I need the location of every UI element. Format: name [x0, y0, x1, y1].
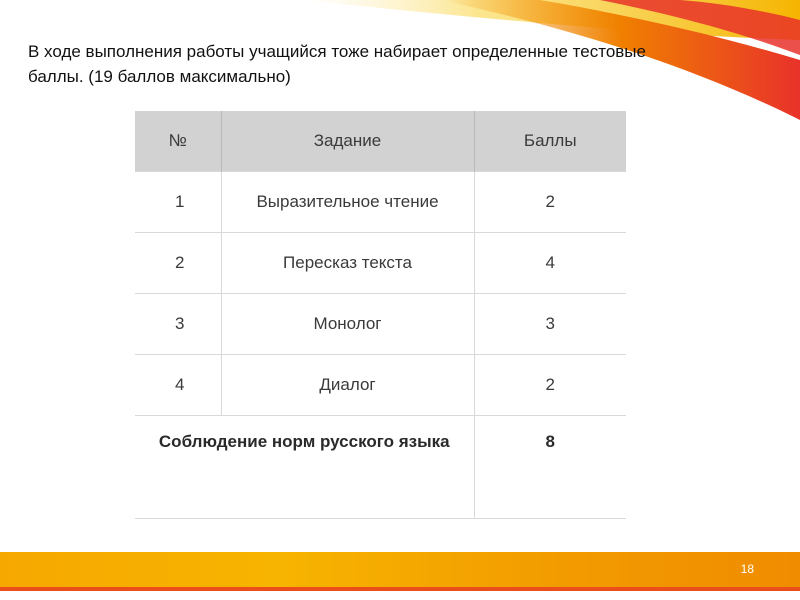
- row-num: 1: [135, 172, 221, 233]
- row-points: 2: [474, 172, 626, 233]
- footer-line: [0, 587, 800, 591]
- table-row: [135, 172, 626, 233]
- total-label: Соблюдение норм русского языка: [135, 416, 474, 519]
- table-total-row: [135, 416, 626, 519]
- row-num: 2: [135, 233, 221, 294]
- row-task: Пересказ текста: [221, 233, 474, 294]
- header-task: Задание: [221, 111, 474, 172]
- slide-heading: В ходе выполнения работы учащийся тоже набирает определенные тестовые баллы. (19 баллов максимально): [28, 42, 646, 86]
- row-num: 3: [135, 294, 221, 355]
- page-number: 18: [740, 562, 754, 576]
- header-num: №: [135, 111, 221, 172]
- row-points: 2: [474, 355, 626, 416]
- row-points: 4: [474, 233, 626, 294]
- footer-bar: [0, 552, 800, 587]
- row-num: 4: [135, 355, 221, 416]
- table-row: [135, 355, 626, 416]
- scores-table: [135, 111, 626, 519]
- table-header-row: [135, 111, 626, 172]
- table-row: [135, 294, 626, 355]
- table-row: [135, 233, 626, 294]
- row-task: Диалог: [221, 355, 474, 416]
- header-points: Баллы: [474, 111, 626, 172]
- row-task: Выразительное чтение: [221, 172, 474, 233]
- row-task: Монолог: [221, 294, 474, 355]
- row-points: 3: [474, 294, 626, 355]
- total-points: 8: [474, 416, 626, 519]
